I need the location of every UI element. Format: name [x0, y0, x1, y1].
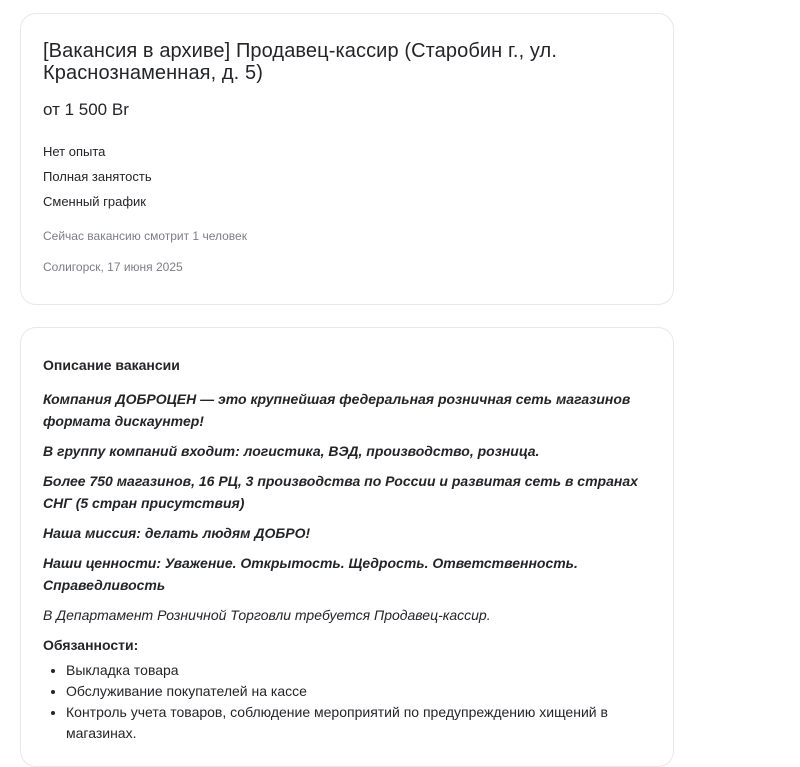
description-paragraph: Наши ценности: Уважение. Открытость. Щедрость. Ответственность. Справедливость: [43, 555, 578, 593]
experience-label: Нет опыта: [43, 144, 106, 159]
vacancy-conditions: [43, 144, 651, 210]
location-date: Солигорск, 17 июня 2025: [43, 260, 183, 274]
viewers-count: Сейчас вакансию смотрит 1 человек: [43, 229, 247, 243]
schedule-label: Сменный график: [43, 194, 146, 209]
vacancy-description-card: [20, 327, 674, 767]
duties-list: [43, 660, 651, 744]
vacancy-salary: от 1 500 Br: [43, 100, 129, 119]
department-paragraph: В Департамент Розничной Торговли требуется Продавец-кассир.: [43, 607, 491, 623]
description-paragraph: Наша миссия: делать людям ДОБРО!: [43, 525, 311, 541]
employment-label: Полная занятость: [43, 169, 152, 184]
duty-item: • Обслуживание покупателей на кассе: [66, 681, 651, 702]
vacancy-summary-card: [20, 13, 674, 305]
description-paragraph: Более 750 магазинов, 16 РЦ, 3 производства по России и развитая сеть в странах СНГ (5 стран присутствия): [43, 473, 638, 511]
vacancy-title: [Вакансия в архиве] Продавец-кассир (Старобин г., ул. Краснознаменная, д. 5): [43, 40, 557, 84]
description-paragraph: Компания ДОБРОЦЕН — это крупнейшая федеральная розничная сеть магазинов формата дискаунтер!: [43, 391, 631, 429]
duties-heading: Обязанности:: [43, 637, 139, 653]
description-heading: Описание вакансии: [43, 357, 180, 373]
duty-item: • Выкладка товара: [66, 660, 651, 681]
description-paragraph: В группу компаний входит: логистика, ВЭД, производство, розница.: [43, 443, 540, 459]
duty-item: • Контроль учета товаров, соблюдение мероприятий по предупреждению хищений в магазинах.: [66, 702, 651, 744]
